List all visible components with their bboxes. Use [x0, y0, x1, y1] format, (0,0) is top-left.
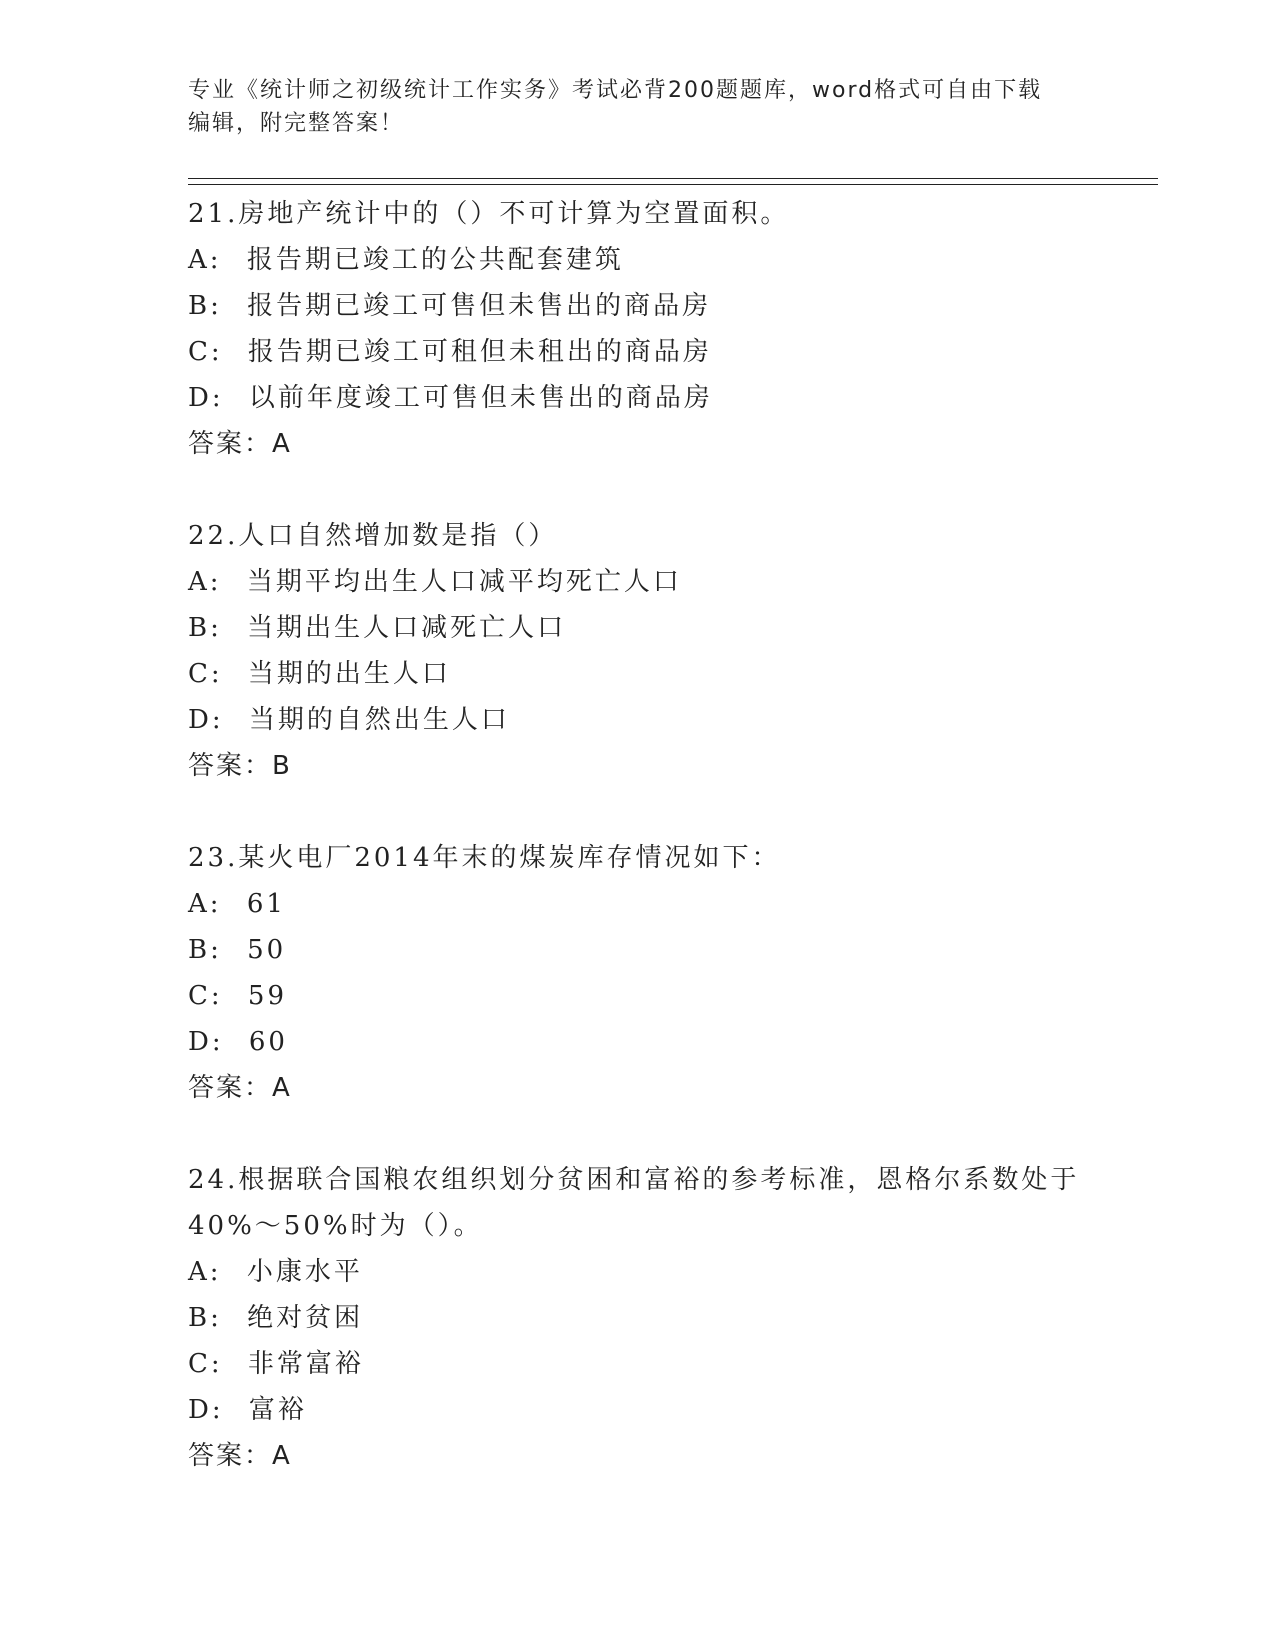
answer-line: 答案：A — [188, 429, 292, 459]
option-letter: B: — [188, 1303, 222, 1333]
option-letter: D: — [188, 1027, 224, 1057]
option-letter: D: — [188, 705, 224, 735]
option-letter: B: — [188, 291, 222, 321]
option-letter: D: — [188, 1395, 224, 1425]
option-d — [188, 1019, 1168, 1065]
option-text: 当期平均出生人口减平均死亡人口 — [246, 567, 682, 597]
option-letter: A: — [188, 567, 222, 597]
option-c — [188, 1341, 1168, 1387]
option-text: 富裕 — [248, 1395, 307, 1425]
option-letter: C: — [188, 981, 223, 1011]
option-d — [188, 1387, 1168, 1433]
answer-line: 答案：A — [188, 1073, 292, 1103]
option-text: 50 — [247, 935, 287, 965]
option-text: 61 — [246, 889, 286, 919]
option-letter: A: — [188, 889, 222, 919]
option-letter: B: — [188, 935, 222, 965]
option-a — [188, 237, 1168, 283]
option-letter: C: — [188, 337, 223, 367]
answer-line: 答案：B — [188, 751, 292, 781]
option-a — [188, 559, 1168, 605]
answer-line: 答案：A — [188, 1441, 292, 1471]
option-letter: C: — [188, 1349, 223, 1379]
option-text: 当期的自然出生人口 — [248, 705, 510, 735]
option-text: 60 — [248, 1027, 288, 1057]
question-block — [188, 1157, 1168, 1479]
option-c — [188, 973, 1168, 1019]
question-list — [188, 191, 1168, 1525]
option-b — [188, 605, 1168, 651]
option-text: 小康水平 — [246, 1257, 363, 1287]
option-c — [188, 651, 1168, 697]
question-stem: 23.某火电厂2014年末的煤炭库存情况如下： — [188, 843, 781, 873]
option-text: 当期的出生人口 — [247, 659, 451, 689]
question-stem-continued: 40%～50%时为（）。 — [188, 1211, 483, 1241]
question-block — [188, 513, 1168, 789]
option-b — [188, 927, 1168, 973]
question-stem: 22.人口自然增加数是指（） — [188, 521, 558, 551]
option-text: 非常富裕 — [247, 1349, 364, 1379]
header-divider-bottom — [188, 184, 1158, 185]
option-text: 绝对贫困 — [247, 1303, 364, 1333]
option-a — [188, 881, 1168, 927]
option-c — [188, 329, 1168, 375]
option-d — [188, 697, 1168, 743]
option-letter: A: — [188, 245, 222, 275]
option-b — [188, 283, 1168, 329]
header-line: 专业《统计师之初级统计工作实务》考试必背200题题库，word格式可自由下载 — [188, 78, 1043, 103]
question-block — [188, 835, 1168, 1111]
option-d — [188, 375, 1168, 421]
header-divider-top — [188, 178, 1158, 179]
option-letter: C: — [188, 659, 223, 689]
option-text: 报告期已竣工可售但未售出的商品房 — [247, 291, 712, 321]
option-letter: B: — [188, 613, 222, 643]
question-stem: 21.房地产统计中的（）不可计算为空置面积。 — [188, 199, 790, 229]
option-text: 当期出生人口减死亡人口 — [247, 613, 567, 643]
question-stem: 24.根据联合国粮农组织划分贫困和富裕的参考标准，恩格尔系数处于 — [188, 1165, 1080, 1195]
option-letter: D: — [188, 383, 224, 413]
question-block — [188, 191, 1168, 467]
option-b — [188, 1295, 1168, 1341]
header-line: 编辑，附完整答案！ — [188, 111, 405, 136]
option-text: 报告期已竣工的公共配套建筑 — [246, 245, 624, 275]
option-a — [188, 1249, 1168, 1295]
option-letter: A: — [188, 1257, 222, 1287]
document-header — [188, 74, 1078, 140]
option-text: 59 — [247, 981, 288, 1011]
option-text: 以前年度竣工可售但未售出的商品房 — [248, 383, 713, 413]
option-text: 报告期已竣工可租但未租出的商品房 — [247, 337, 712, 367]
